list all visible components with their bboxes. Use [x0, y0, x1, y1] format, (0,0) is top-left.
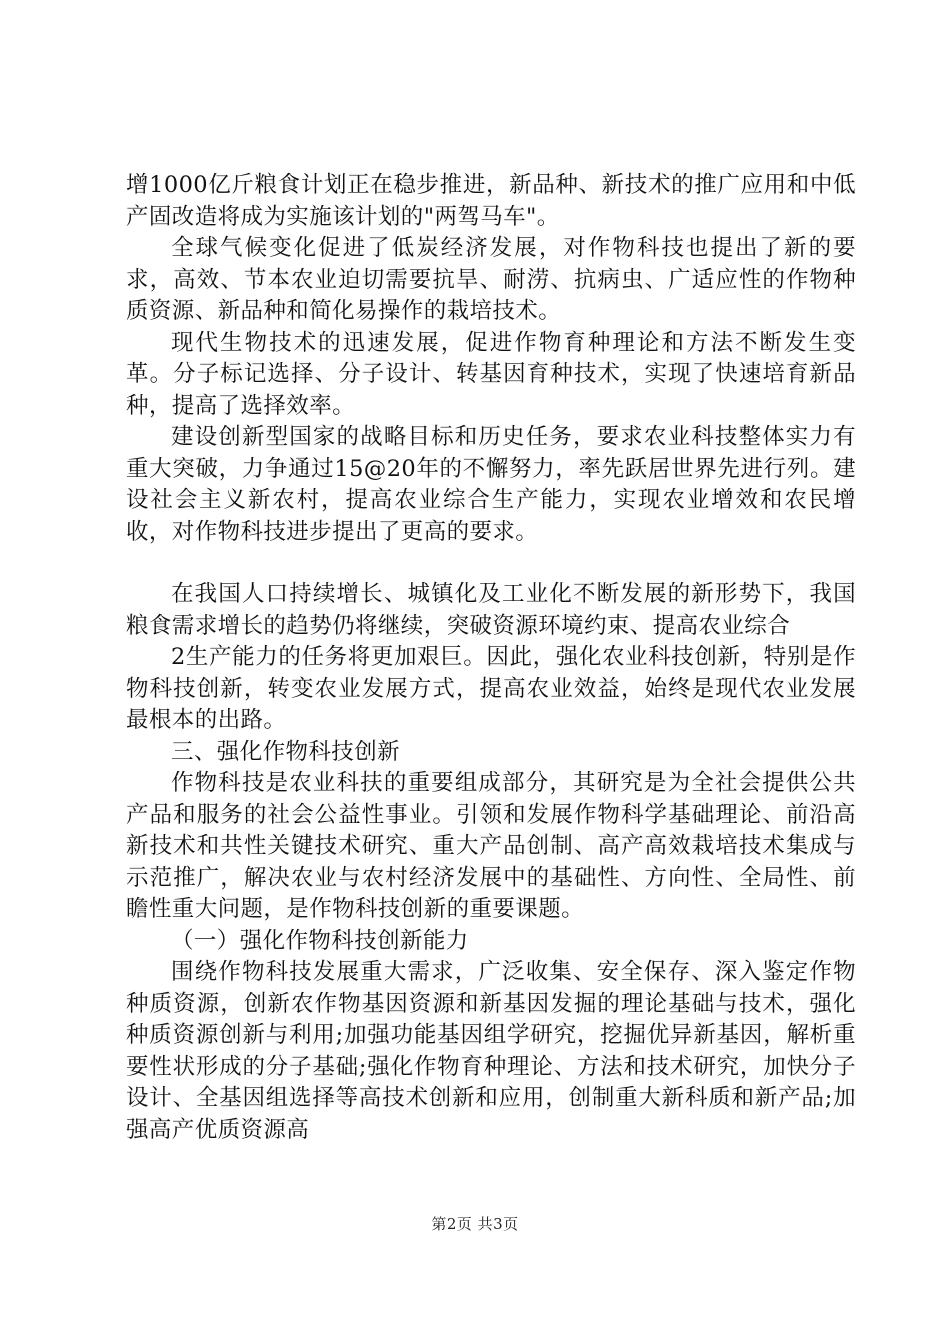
paragraph-population: 在我国人口持续增长、城镇化及工业化不断发展的新形势下，我国粮食需求增长的趋势仍将继续，突破资源环境约束、提高农业综合 — [126, 581, 856, 639]
paragraph-biotech: 现代生物技术的迅速发展，促进作物育种理论和方法不断发生变革。分子标记选择、分子设计、转基因育种技术，实现了快速培育新品种，提高了选择效率。 — [126, 329, 856, 419]
paragraph-production-capacity: 2生产能力的任务将更加艰巨。因此，强化农业科技创新，特别是作物科技创新，转变农业发展方式，提高农业效益，始终是现代农业发展最根本的出路。 — [126, 644, 856, 733]
document-body — [126, 170, 856, 1146]
section-heading-3: 三、强化作物科技创新 — [171, 738, 401, 765]
paragraph-crop-tech: 作物科技是农业科扶的重要组成部分，其研究是为全社会提供公共产品和服务的社会公益性事业。引领和发展作物科学基础理论、前沿高新技术和共性关键技术研究、重大产品创制、高产高效栽培技术集成与示范推广，解决农业与农村经济发展中的基础性、方向性、全局性、前瞻性重大问题，是作物科技创新的重要课题。 — [126, 770, 856, 922]
paragraph-innovation-country: 建设创新型国家的战略目标和历史任务，要求农业科技整体实力有重大突破，力争通过15@20年的不懈努力，率先跃居世界先进行列。建设社会主义新农村，提高农业综合生产能力，实现农业增效和农民增收，对作物科技进步提出了更高的要求。 — [126, 424, 856, 545]
page-footer: 第2页 共3页 — [431, 1215, 519, 1233]
paragraph-climate-change: 全球气候变化促进了低炭经济发展，对作物科技也提出了新的要求，高效、节本农业迫切需要抗旱、耐涝、抗病虫、广适应性的作物种质资源、新品种和简化易操作的栽培技术。 — [126, 235, 856, 324]
subsection-heading-1: （一）强化作物科技创新能力 — [171, 927, 469, 954]
paragraph-grain-plan: 增1000亿斤粮食计划正在稳步推进，新品种、新技术的推广应用和中低产固改造将成为实施该计划的"两驾马车"。 — [126, 172, 856, 230]
paragraph-germplasm: 围绕作物科技发展重大需求，广泛收集、安全保存、深入鉴定作物种质资源，创新农作物基因资源和新基因发掘的理论基础与技术，强化种质资源创新与利用;加强功能基因组学研究，挖掘优异新基因，解析重要性状形成的分子基础;强化作物育种理论、方法和技术研究，加快分子设计、全基因组选择等高技术创新和应用，创制重大新科质和新产品;加强高产优质资源高 — [126, 959, 856, 1143]
